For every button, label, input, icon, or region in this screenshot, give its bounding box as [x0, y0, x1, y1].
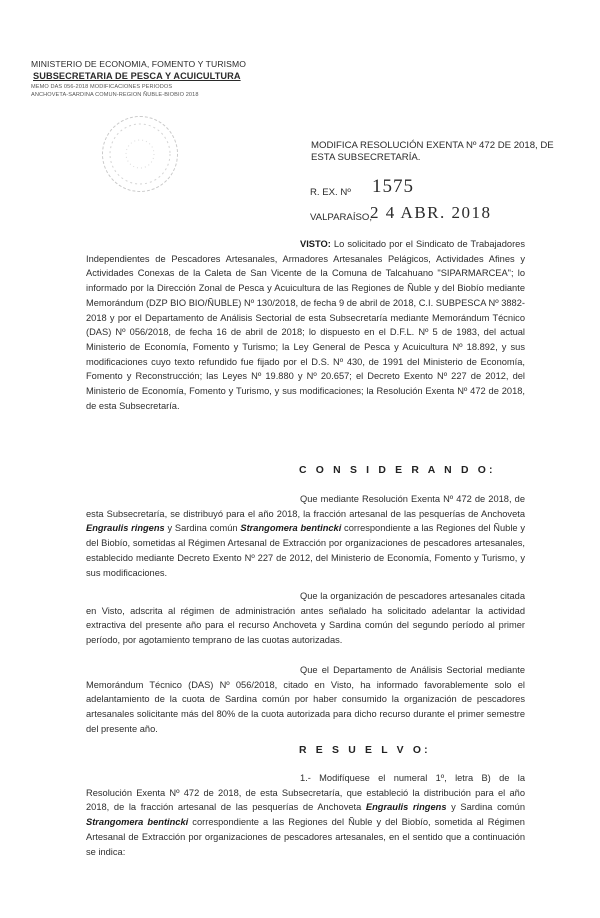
- resource-reference: ANCHOVETA-SARDINA COMUN-REGION ÑUBLE-BIOBIO 2018: [31, 92, 199, 98]
- city-label: VALPARAÍSO,: [310, 212, 373, 223]
- visto-text: Lo solicitado por el Sindicato de Trabajadores Independientes de Pescadores Artesanales, Armadores Artesanales Pelágicos, Actividades Afines y Actividades Conexas de la Caleta de San Vicente de la Comuna de Talcahuano "SIPARMARCEA"; lo informado por la Dirección Zonal de Pesca y Acuicultura de las Regiones de Ñuble y del Biobío mediante Memorándum (DZP BIO BIO/ÑUBLE) Nº 130/2018, de fecha 9 de abril de 2018, C.I. SUBPESCA Nº 3882-2018 y por el Departamento de Análisis Sectorial de esta Subsecretaría mediante Memorándum Técnico (DAS) Nº 056/2018, de fecha 16 de abril de 2018; lo dispuesto en el D.F.L. Nº 5 de 1983, del actual Ministerio de Economía, Fomento y Turismo; la Ley General de Pesca y Acuicultura Nº 18.892, y sus modificaciones cuyo texto refundido fue fijado por el D.S. Nº 430, de 1991 del Ministerio de Economía, Fomento y Reconstrucción; las Leyes Nº 19.880 y Nº 20.657; el Decreto Exento Nº 227 de 2012, del Ministerio de Economía, Fomento y Turismo, y sus modificaciones; la Resolución Exenta Nº 472 de 2018, de esta Subsecretaría.: [86, 239, 525, 411]
- resolution-number: 1575: [372, 176, 414, 197]
- species-engraulis: Engraulis ringens: [365, 802, 447, 813]
- resolution-number-label: R. EX. Nº: [310, 187, 351, 198]
- resolution-title-line1: MODIFICA RESOLUCIÓN EXENTA Nº 472 DE 2018, DE: [311, 140, 554, 151]
- memo-reference: MEMO DAS 056-2018 MODIFICACIONES PERIODOS: [31, 84, 173, 90]
- considerando-heading: C O N S I D E R A N D O:: [299, 465, 496, 476]
- official-seal: [102, 116, 178, 192]
- species-engraulis: Engraulis ringens: [86, 523, 165, 534]
- resuelvo-paragraph-1: 1.- Modifíquese el numeral 1º, letra B) de la Resolución Exenta Nº 472 de 2018, de esta Subsecretaría, que estableció la distribución para el año 2018, de la fracción artesanal de las pesquerías de Anchoveta Engraulis ringens y Sardina común Strangomera bentincki correspondiente a las Regiones del Ñuble y del Biobío, sometida al Régimen Artesanal de Extracción por organizaciones de pescadores artesanales, en el sentido que a continuación se indica:: [86, 773, 525, 857]
- resolution-date: 2 4 ABR. 2018: [370, 203, 492, 222]
- considerando-paragraph-3: Que el Departamento de Análisis Sectorial mediante Memorándum Técnico (DAS) Nº 056/2018, citado en Visto, ha informado favorablemente solo el adelantamiento de la cuota de Sardina común por haber consumido la organización de pescadores artesanales solicitante más del 80% de la cuota autorizada para dicho recurso durante el primer semestre del presente año.: [86, 665, 525, 734]
- resolution-title-line2: ESTA SUBSECRETARÍA.: [311, 152, 421, 163]
- ministry-name: MINISTERIO DE ECONOMIA, FOMENTO Y TURISMO: [31, 59, 246, 69]
- seal-stamp-icon: [103, 117, 177, 191]
- visto-paragraph: [86, 237, 525, 413]
- species-strangomera: Strangomera bentincki: [240, 523, 342, 534]
- considerando-paragraph-2: Que la organización de pescadores artesanales citada en Visto, adscrita al régimen de administración antes señalado ha solicitado adelantar la actividad extractiva del presente año para el recurso Anchoveta y Sardina común del segundo período al primer período, por agotamiento temprano de las cuotas autorizadas.: [86, 591, 525, 646]
- resuelvo-heading: R E S U E L V O:: [299, 745, 431, 756]
- species-strangomera: Strangomera bentincki: [86, 817, 189, 828]
- visto-label: VISTO:: [300, 239, 331, 249]
- subsecretaria-name: SUBSECRETARIA DE PESCA Y ACUICULTURA: [33, 71, 241, 81]
- considerando-paragraph-1: Que mediante Resolución Exenta Nº 472 de 2018, de esta Subsecretaría, se distribuyó para el año 2018, la fracción artesanal de las pesquerías de Anchoveta Engraulis ringens y Sardina común Strangomera bentincki correspondiente a las Regiones del Ñuble y del Biobío, sometidas al Régimen Artesanal de Extracción por organizaciones de pescadores artesanales, establecido mediante Decreto Exento Nº 227 de 2012, del Ministerio de Economía, Fomento y Turismo, y sus modificaciones.: [86, 494, 525, 578]
